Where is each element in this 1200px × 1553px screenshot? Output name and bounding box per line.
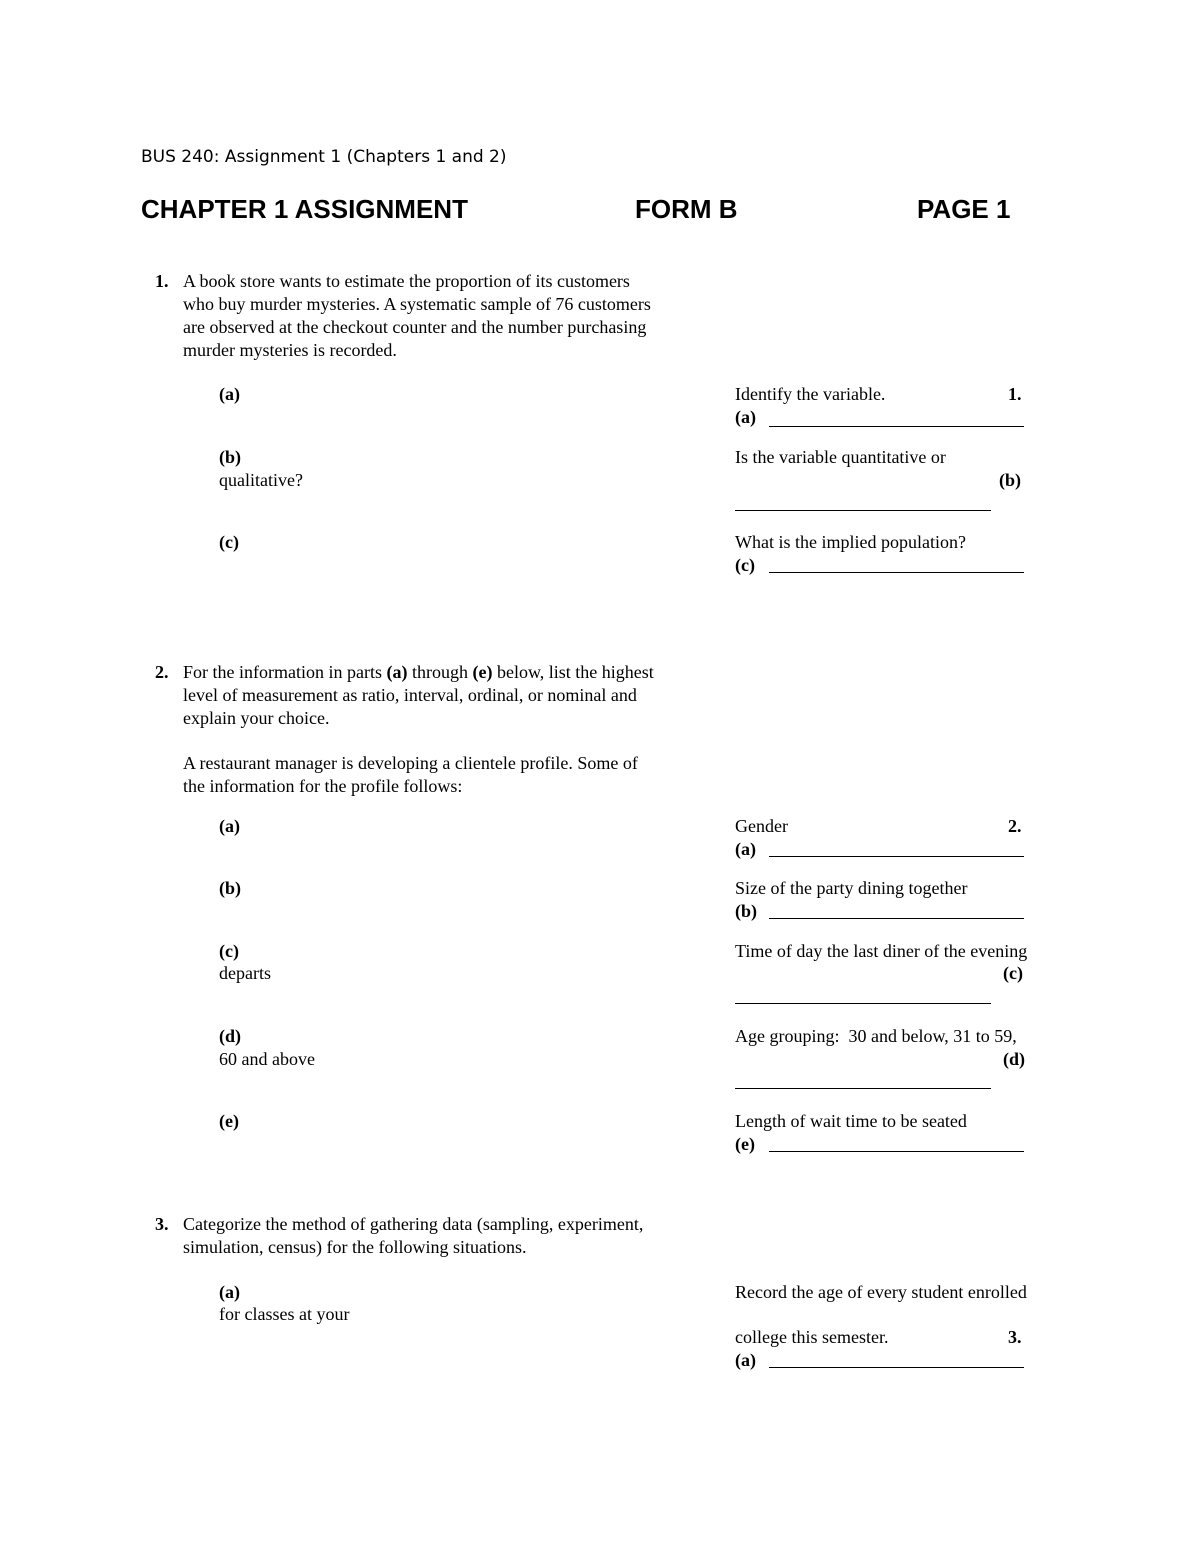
q1c-answer-blank[interactable]: [769, 572, 1024, 573]
q1b-answer-blank[interactable]: [735, 510, 991, 511]
q2a-answer-label: (a): [735, 839, 756, 859]
q1-text-line: are observed at the checkout counter and the number purchasing: [183, 317, 647, 337]
q2e-answer-blank[interactable]: [769, 1151, 1024, 1152]
q2-context-line: the information for the profile follows:: [183, 776, 463, 796]
q3-answer-number: 3.: [1008, 1327, 1022, 1347]
q3-text-line: simulation, census) for the following situations.: [183, 1237, 527, 1257]
q2b-label: (b): [219, 878, 241, 898]
q2a-answer-blank[interactable]: [769, 856, 1024, 857]
q1-text-line: A book store wants to estimate the proportion of its customers: [183, 271, 630, 291]
q3a-prompt-cont: for classes at your: [219, 1304, 350, 1324]
q2d-label: (d): [219, 1026, 241, 1046]
q2c-prompt-cont: departs: [219, 963, 271, 983]
q3a-label: (a): [219, 1282, 240, 1302]
q2c-prompt: Time of day the last diner of the evening: [735, 941, 1028, 961]
q2d-answer-blank[interactable]: [735, 1088, 991, 1089]
q2c-answer-label: (c): [1003, 963, 1023, 983]
q1b-prompt: Is the variable quantitative or: [735, 447, 946, 467]
q2e-prompt: Length of wait time to be seated: [735, 1111, 967, 1131]
page-label: PAGE 1: [917, 194, 1011, 224]
q2-context: [183, 752, 703, 798]
q1a-label: (a): [219, 384, 240, 404]
course-line: BUS 240: Assignment 1 (Chapters 1 and 2): [141, 147, 507, 167]
q2-number: 2.: [155, 662, 169, 682]
q2d-prompt: Age grouping: 30 and below, 31 to 59,: [735, 1026, 1017, 1046]
q1c-label: (c): [219, 532, 239, 552]
q2-intro-line-2: level of measurement as ratio, interval, ordinal, or nominal and: [183, 685, 637, 705]
form-label: FORM B: [635, 194, 738, 224]
q2-answer-number: 2.: [1008, 816, 1022, 836]
q2-intro: [183, 661, 703, 730]
q1-answer-number: 1.: [1008, 384, 1022, 404]
q2-intro-text: through: [407, 662, 473, 682]
q3a-prompt: Record the age of every student enrolled: [735, 1282, 1027, 1302]
q3a-answer-blank[interactable]: [769, 1367, 1024, 1368]
q1-number: 1.: [155, 271, 169, 291]
q2d-prompt-cont: 60 and above: [219, 1049, 315, 1069]
q1a-answer-label: (a): [735, 407, 756, 427]
q2c-label: (c): [219, 941, 239, 961]
q2a-prompt: Gender: [735, 816, 788, 836]
q2e-answer-label: (e): [735, 1134, 755, 1154]
q1b-answer-label: (b): [999, 470, 1021, 490]
q1b-prompt-cont: qualitative?: [219, 470, 303, 490]
q2-intro-line-1: [183, 661, 703, 684]
q2c-answer-blank[interactable]: [735, 1003, 991, 1004]
q1b-label: (b): [219, 447, 241, 467]
q3-text: [183, 1213, 703, 1259]
q1a-prompt: Identify the variable.: [735, 384, 886, 404]
q1-text-line: who buy murder mysteries. A systematic sample of 76 customers: [183, 294, 651, 314]
q2d-answer-label: (d): [1003, 1049, 1025, 1069]
q2b-answer-label: (b): [735, 901, 757, 921]
q3-text-line: Categorize the method of gathering data (sampling, experiment,: [183, 1214, 644, 1234]
q2-intro-line-3: explain your choice.: [183, 708, 330, 728]
chapter-title: CHAPTER 1 ASSIGNMENT: [141, 194, 468, 224]
q3a-answer-label: (a): [735, 1350, 756, 1370]
q2b-prompt: Size of the party dining together: [735, 878, 968, 898]
q1-text: [183, 270, 703, 362]
q1a-answer-blank[interactable]: [769, 426, 1024, 427]
q1c-answer-label: (c): [735, 555, 755, 575]
q3a-prompt-2: college this semester.: [735, 1327, 889, 1347]
q2a-label: (a): [219, 816, 240, 836]
q2-intro-part-e: (e): [472, 662, 493, 682]
q1-text-line: murder mysteries is recorded.: [183, 340, 397, 360]
q1c-prompt: What is the implied population?: [735, 532, 966, 552]
q2b-answer-blank[interactable]: [769, 918, 1024, 919]
q2e-label: (e): [219, 1111, 239, 1131]
q3-number: 3.: [155, 1214, 169, 1234]
q2-context-line: A restaurant manager is developing a clientele profile. Some of: [183, 753, 638, 773]
q2-intro-text: For the information in parts: [183, 662, 387, 682]
q2-intro-text: below, list the highest: [492, 662, 654, 682]
q2-intro-part-a: (a): [386, 662, 408, 682]
